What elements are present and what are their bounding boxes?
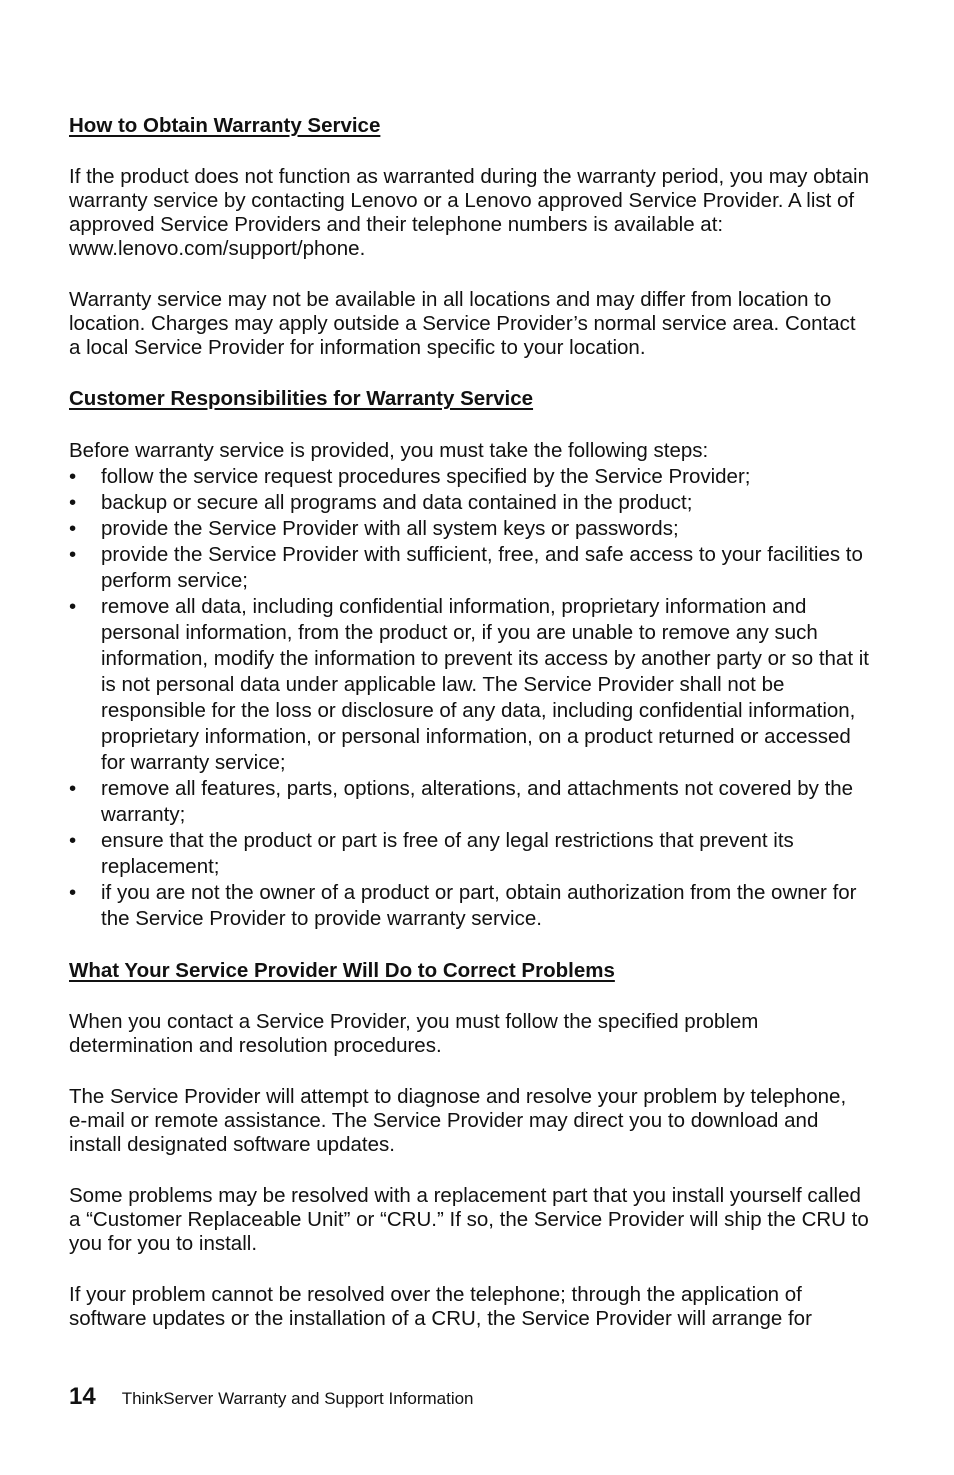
list-item-text: backup or secure all programs and data contained in the product; [101,491,693,514]
bullet-icon: • [69,517,77,540]
bullet-icon: • [69,465,77,488]
list-item-text: provide the Service Provider with sufficient, free, and safe access to your facilities to perform service; [101,543,863,592]
list-item-text: remove all data, including confidential information, proprietary information and personal information, from the product or, if you are unable to remove any such information, modify the information to prevent its access by another party or so that it is not personal data under applicable law. The Service Provider shall not be responsible for the loss or disclosure of any data, including confidential information, proprietary information, or personal information, on a product returned or accessed for warranty service; [101,595,869,774]
list-item [69,776,869,828]
paragraph: The Service Provider will attempt to diagnose and resolve your problem by telephone, e-mail or remote assistance. The Service Provider may direct you to download and install designated software updates. [69,1085,847,1156]
paragraph: Warranty service may not be available in all locations and may differ from location to location. Charges may apply outside a Service Provider’s normal service area. Contact a local Service Provider for information specific to your location. [69,288,856,359]
document-body [69,114,869,1331]
list-item [69,880,869,932]
bullet-icon: • [69,543,77,566]
section-heading-customer-responsibilities: Customer Responsibilities for Warranty Service [69,387,534,410]
bullet-icon: • [69,491,77,514]
paragraph: When you contact a Service Provider, you must follow the specified problem determination and resolution procedures. [69,1010,759,1057]
paragraph: If the product does not function as warranted during the warranty period, you may obtain warranty service by contacting Lenovo or a Lenovo approved Service Provider. A list of approved Service Providers and their telephone numbers is available at: www.lenovo.com/support/phone. [69,165,869,260]
list-item-text: remove all features, parts, options, alterations, and attachments not covered by the warranty; [101,777,854,826]
paragraph: Some problems may be resolved with a replacement part that you install yourself called a “Customer Replaceable Unit” or “CRU.” If so, the Service Provider will ship the CRU to you for you to install. [69,1184,869,1255]
section-heading-obtain-warranty: How to Obtain Warranty Service [69,114,381,137]
list-item [69,542,869,594]
list-item [69,594,869,776]
list-item-text: provide the Service Provider with all system keys or passwords; [101,517,679,540]
list-item-text: follow the service request procedures specified by the Service Provider; [101,465,751,488]
list-item [69,464,869,490]
paragraph: If your problem cannot be resolved over the telephone; through the application of software updates or the installation of a CRU, the Service Provider will arrange for [69,1283,812,1330]
list-item [69,516,869,542]
list-item-text: if you are not the owner of a product or part, obtain authorization from the owner for the Service Provider to provide warranty service. [101,881,857,930]
bullet-icon: • [69,595,77,618]
bullet-icon: • [69,777,77,800]
list-item [69,828,869,880]
responsibilities-list [69,464,869,932]
page-footer [69,1383,474,1411]
section-heading-service-provider: What Your Service Provider Will Do to Correct Problems [69,959,615,982]
page-number: 14 [69,1383,96,1410]
list-item-text: ensure that the product or part is free of any legal restrictions that prevent its replacement; [101,829,794,878]
bullet-icon: • [69,881,77,904]
list-intro: Before warranty service is provided, you must take the following steps: [69,439,709,462]
footer-title: ThinkServer Warranty and Support Information [121,1389,474,1408]
bullet-icon: • [69,829,77,852]
list-item [69,490,869,516]
